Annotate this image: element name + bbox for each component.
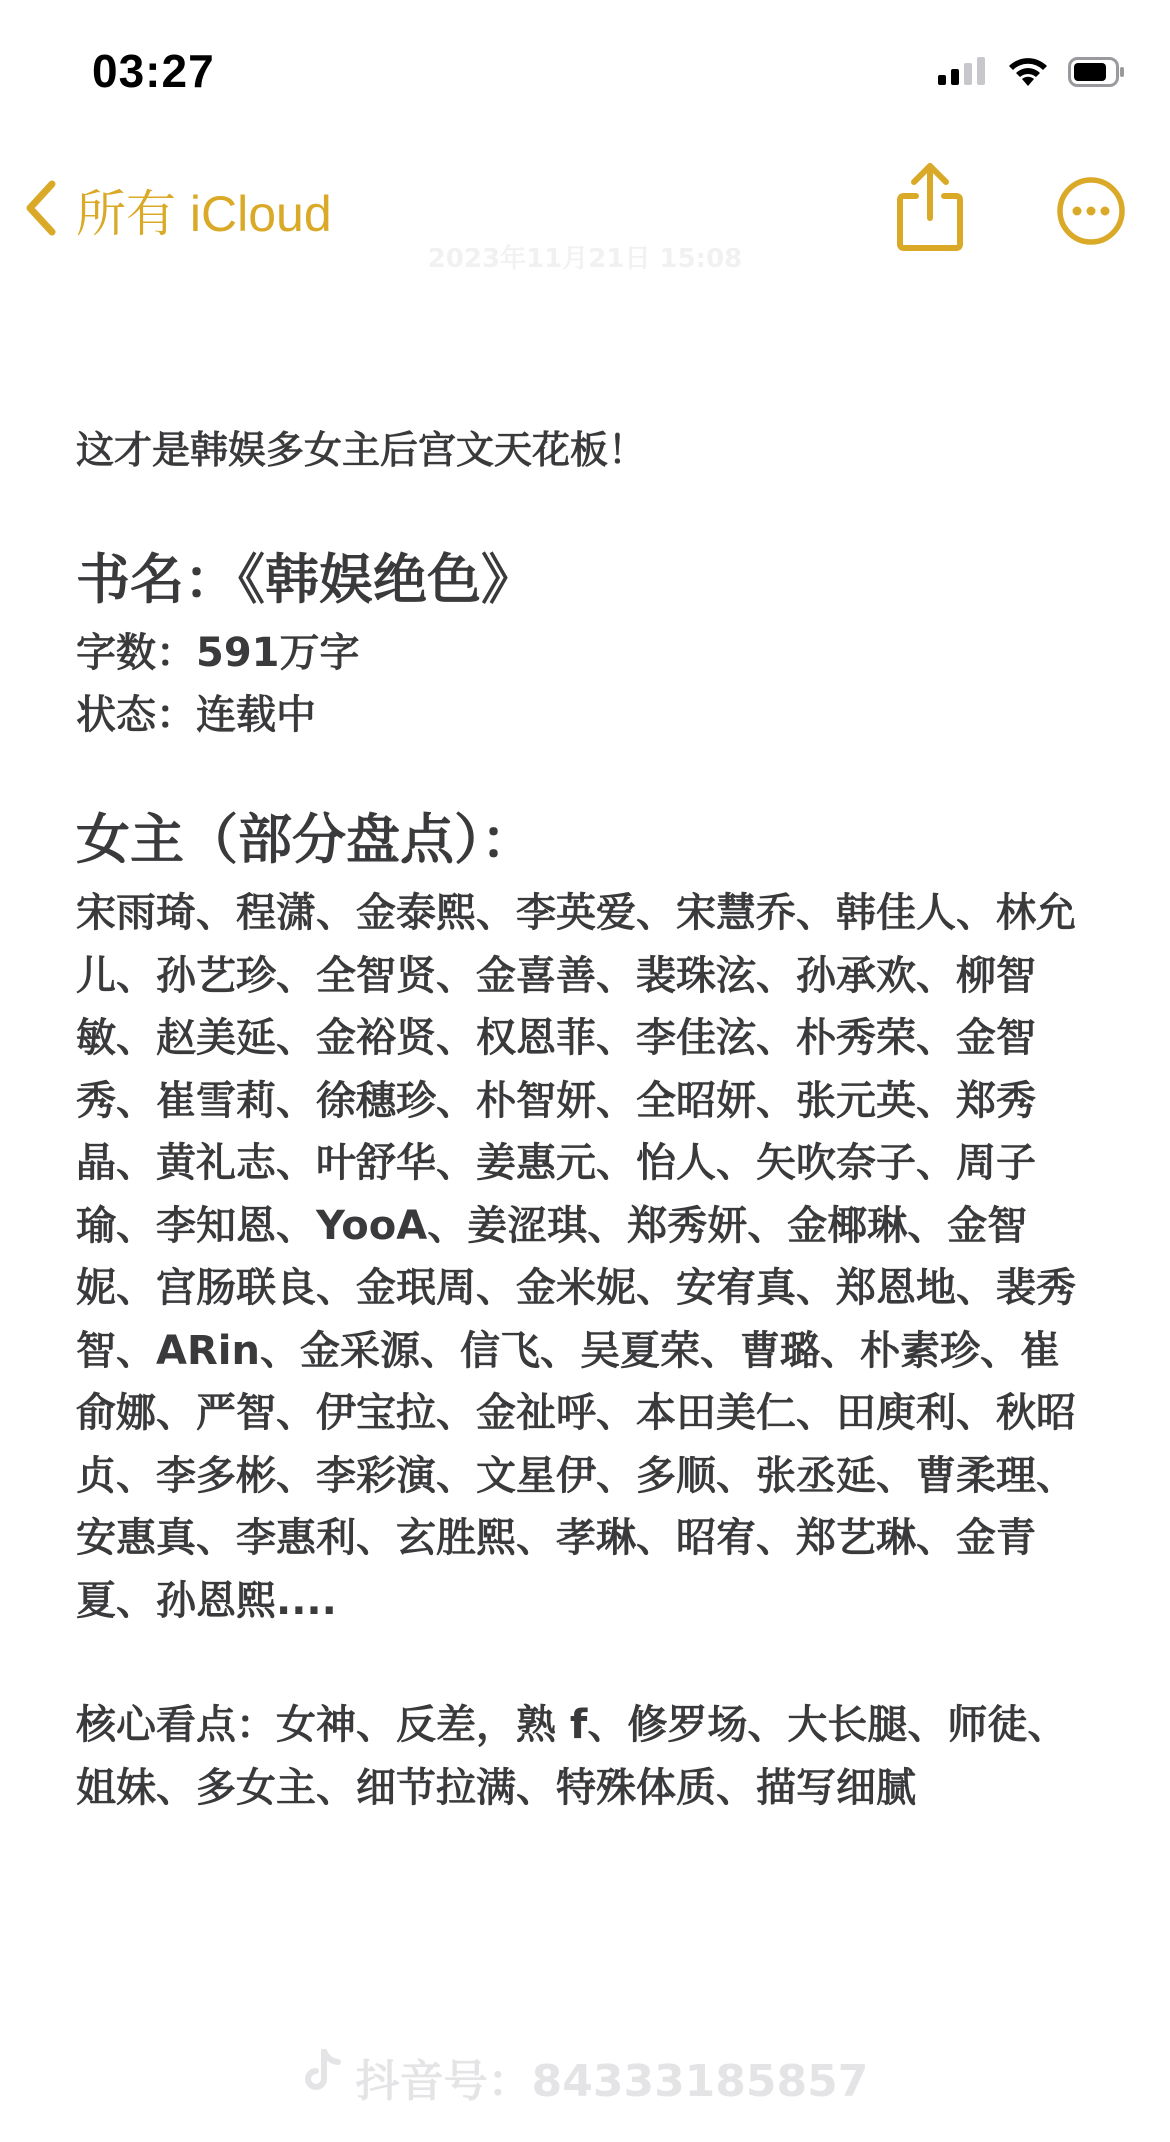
note-body[interactable]: [76, 420, 1096, 1819]
heroines-heading: 女主（部分盘点）：: [76, 808, 535, 871]
status-bar: [0, 0, 1170, 130]
serial-status: 状态：连载中: [76, 692, 316, 738]
book-title: 书名：《韩娱绝色》: [76, 548, 535, 611]
note-intro: 这才是韩娱多女主后宫文天花板！: [76, 428, 647, 472]
tiktok-logo-icon: [302, 2049, 342, 2106]
wifi-icon: [1006, 56, 1050, 92]
word-count: 字数：591万字: [76, 630, 360, 676]
back-button[interactable]: [22, 174, 332, 246]
note-date: 2023年11月21日 15:08: [427, 244, 743, 274]
status-time: 03:27: [92, 45, 215, 97]
status-icons: [938, 56, 1126, 92]
back-label: 所有 iCloud: [76, 186, 332, 242]
heroine-list: 宋雨琦、程潇、金泰熙、李英爱、宋慧乔、韩佳人、林允儿、孙艺珍、全智贤、金喜善、裴珠泫、孙承欢、柳智敏、赵美延、金裕贤、权恩菲、李佳泫、朴秀荣、金智秀、崔雪莉、徐穗珍、朴智妍、全昭妍、张元英、郑秀晶、黄礼志、叶舒华、姜惠元、怡人、矢吹奈子、周子瑜、李知恩、YooA、姜涩琪、郑秀妍、金椰琳、金智妮、宫肠联良、金珉周、金米妮、安宥真、郑恩地、裴秀智、ARin、金采源、信飞、吴夏荣、曹璐、朴素珍、崔俞娜、严智、伊宝拉、金祉呼、本田美仁、田庾利、秋昭贞、李多彬、李彩演、文星伊、多顺、张丞延、曹柔理、安惠真、李惠利、玄胜熙、孝琳、昭宥、郑艺琳、金青夏、孙恩熙....: [76, 890, 1076, 1624]
cellular-signal-icon: [938, 57, 988, 91]
battery-icon: [1068, 57, 1126, 91]
chevron-left-icon: [22, 178, 58, 242]
core-highlights: 核心看点：女神、反差，熟 f、修罗场、大长腿、师徒、姐妹、多女主、细节拉满、特殊体质、描写细腻: [76, 1702, 1068, 1811]
watermark: [0, 2045, 1170, 2109]
watermark-text: 抖音号：84333185857: [355, 2056, 869, 2107]
